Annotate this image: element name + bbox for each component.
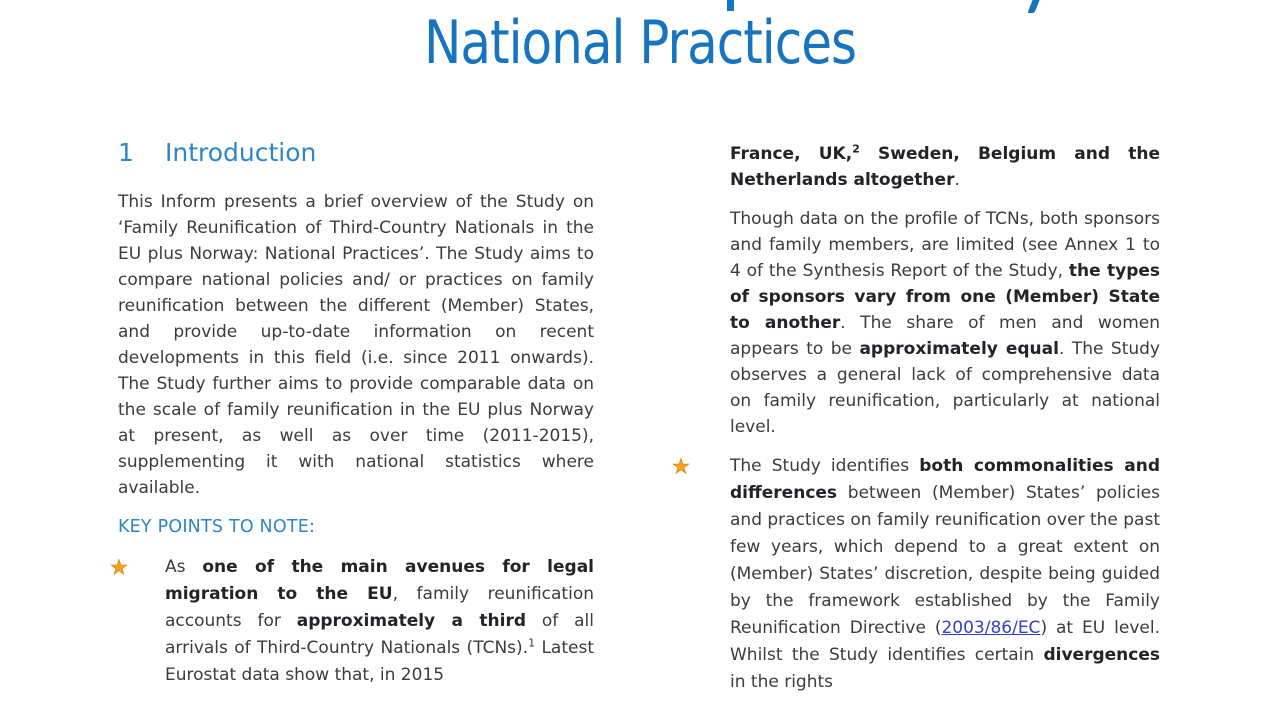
text-span: between (Member) States’ policies and practices on family reunification over the past few years, which depend to a great extent on (Member) States’ discretion, despite being guided by the framework established by the Family Reunification Directive ( [730,483,1160,638]
section-heading [118,138,594,168]
left-column [110,138,595,689]
key-point-item [110,554,594,689]
bold-text: the types of sponsors vary from one (Member) State to another [730,261,1161,333]
bold-text: both commonalities and differences [730,456,1160,503]
bold-text: Sweden, Belgium and the Netherlands altogether [730,144,1160,190]
text-span: ) at EU level. Whilst the Study identifies certain [730,618,1160,665]
right-column [672,141,1161,696]
continued-bullet-text [730,141,1160,193]
footnote-marker: 2 [852,142,860,156]
key-point-text [730,453,1160,696]
bold-text: one of the main avenues for legal migration to the EU [165,557,595,604]
section-title: Introduction [165,138,317,167]
star-bullet-icon: ★ [672,454,690,478]
text-span: The Study identifies [730,456,920,476]
body-paragraph [730,206,1160,440]
directive-link[interactable]: 2003/86/EC [941,618,1041,638]
text-span: . The share of men and women appears to be [730,313,1161,359]
document-title: National Practices [424,8,856,78]
section-number: 1 [118,138,134,167]
key-point-item [672,453,1160,696]
footnote-marker: 1 [528,636,536,650]
star-bullet-icon: ★ [110,555,128,579]
bold-text: France, UK, [730,144,853,164]
text-span [528,638,535,658]
bold-text: approximately equal [859,339,1059,359]
text-span: . [954,170,960,190]
text-span: Latest Eurostat data show that, in 2015 [165,638,594,685]
text-span: As [165,557,203,577]
text-span: of all arrivals of Third-Country Nationals (TCNs). [165,611,594,658]
text-span: Though data on the profile of TCNs, both sponsors and family members, are limited (see Annex 1 to 4 of the Synthesis Report of the Study, [730,209,1160,281]
text-span: in the rights [730,672,834,692]
key-points-heading: KEY POINTS TO NOTE: [118,517,316,537]
text-span: This Inform presents a brief overview of the Study on ‘Family Reunification of Third-Country Nationals in the EU plus Norway: National Practices’. The Study aims to compare national policies and/ or practices on family reunification between the different (Member) States, and provide up-to-date information on recent developments in this field (i.e. since 2011 onwards). The Study further aims to provide comparable data on the scale of family reunification in the EU plus Norway at present, as well as over time (2011-2015), supplementing it with national statistics where available. [118,192,594,498]
key-point-text [165,554,594,689]
text-span: , family reunification accounts for [165,584,594,631]
bold-text: approximately a third [296,611,526,631]
bold-text [852,144,860,164]
intro-paragraph [118,189,594,501]
bold-text: divergences [1043,645,1160,665]
text-span: . The Study observes a general lack of comprehensive data on family reunification, particularly at national level. [730,339,1160,437]
